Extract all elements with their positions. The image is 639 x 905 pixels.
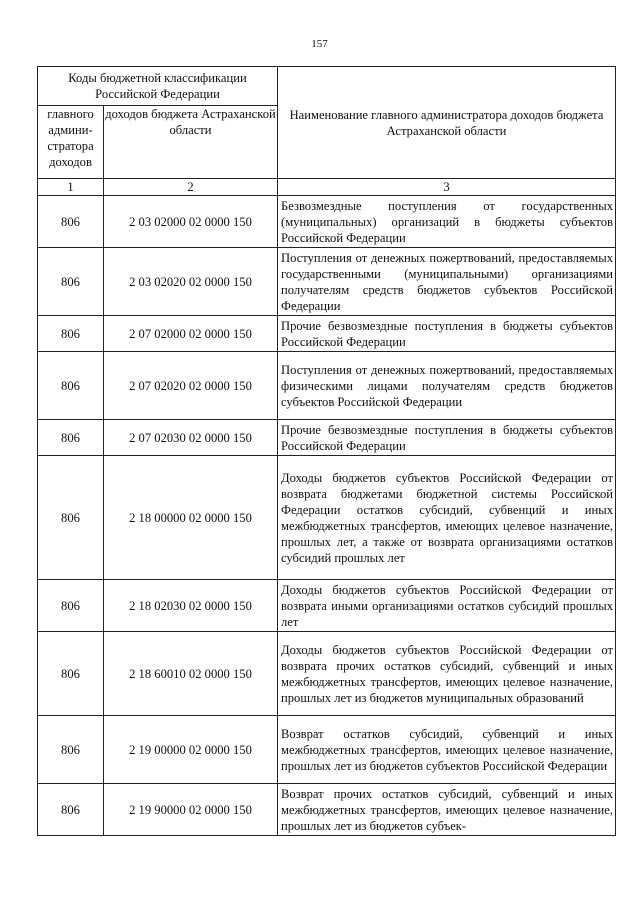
income-code: 2 07 02000 02 0000 150 <box>104 316 278 352</box>
table-row <box>38 248 616 316</box>
table-row <box>38 352 616 420</box>
admin-code: 806 <box>38 420 104 456</box>
header-budget-income: доходов бюджета Астраханской области <box>104 106 278 179</box>
header-administrator-name: Наименование главного администратора доходов бюджета Астраханской области <box>278 67 616 179</box>
income-code: 2 19 90000 02 0000 150 <box>104 784 278 836</box>
table-row <box>38 580 616 632</box>
page-number: 157 <box>311 38 328 50</box>
income-name: Возврат прочих остатков субсидий, субвенций и иных межбюджетных трансфертов, имеющих целевое назначение, прошлых лет из бюджетов субъек- <box>278 784 616 836</box>
income-name: Поступления от денежных пожертвований, предоставляемых физическими лицами получателям средств бюджетов субъектов Российской Федерации <box>278 352 616 420</box>
table-row <box>38 716 616 784</box>
admin-code: 806 <box>38 456 104 580</box>
budget-classification-table <box>37 66 616 836</box>
income-name: Доходы бюджетов субъектов Российской Федерации от возврата прочих остатков субсидий, субвенций и иных межбюджетных трансфертов, имеющих целевое назначение, прошлых лет из бюджетов муниципальных образований <box>278 632 616 716</box>
table-row <box>38 632 616 716</box>
admin-code: 806 <box>38 352 104 420</box>
income-code: 2 18 02030 02 0000 150 <box>104 580 278 632</box>
header-row-top <box>38 67 616 106</box>
income-code: 2 03 02020 02 0000 150 <box>104 248 278 316</box>
admin-code: 806 <box>38 196 104 248</box>
income-name: Возврат остатков субсидий, субвенций и иных межбюджетных трансфертов, имеющих целевое назначение, прошлых лет из бюджетов субъектов Российской Федерации <box>278 716 616 784</box>
admin-code: 806 <box>38 632 104 716</box>
income-name: Прочие безвозмездные поступления в бюджеты субъектов Российской Федерации <box>278 420 616 456</box>
header-codes-title: Коды бюджетной классификации Российской Федерации <box>38 67 278 106</box>
income-name: Поступления от денежных пожертвований, предоставляемых государственными (муниципальными) организациями получателям средств бюджетов субъектов Российской Федерации <box>278 248 616 316</box>
income-name: Доходы бюджетов субъектов Российской Федерации от возврата бюджетами бюджетной системы Российской Федерации остатков субсидий, субвенций и иных межбюджетных трансфертов, имеющих целевое назначение, прошлых лет, а также от возврата организациями остатков субсидий прошлых лет <box>278 456 616 580</box>
column-number-2: 2 <box>104 179 278 196</box>
income-code: 2 07 02020 02 0000 150 <box>104 352 278 420</box>
admin-code: 806 <box>38 248 104 316</box>
table-row <box>38 784 616 836</box>
income-code: 2 18 60010 02 0000 150 <box>104 632 278 716</box>
table-row <box>38 456 616 580</box>
table-row <box>38 196 616 248</box>
income-code: 2 18 00000 02 0000 150 <box>104 456 278 580</box>
header-row-numbers <box>38 179 616 196</box>
table-row <box>38 316 616 352</box>
admin-code: 806 <box>38 716 104 784</box>
table-row <box>38 420 616 456</box>
income-code: 2 03 02000 02 0000 150 <box>104 196 278 248</box>
admin-code: 806 <box>38 784 104 836</box>
income-code: 2 07 02030 02 0000 150 <box>104 420 278 456</box>
admin-code: 806 <box>38 316 104 352</box>
income-name: Доходы бюджетов субъектов Российской Федерации от возврата иными организациями остатков субсидий прошлых лет <box>278 580 616 632</box>
income-name: Безвозмездные поступления от государственных (муниципальных) организаций в бюджеты субъектов Российской Федерации <box>278 196 616 248</box>
income-name: Прочие безвозмездные поступления в бюджеты субъектов Российской Федерации <box>278 316 616 352</box>
column-number-3: 3 <box>278 179 616 196</box>
header-main-administrator: главного админи-стратора доходов <box>38 106 104 179</box>
column-number-1: 1 <box>38 179 104 196</box>
income-code: 2 19 00000 02 0000 150 <box>104 716 278 784</box>
admin-code: 806 <box>38 580 104 632</box>
